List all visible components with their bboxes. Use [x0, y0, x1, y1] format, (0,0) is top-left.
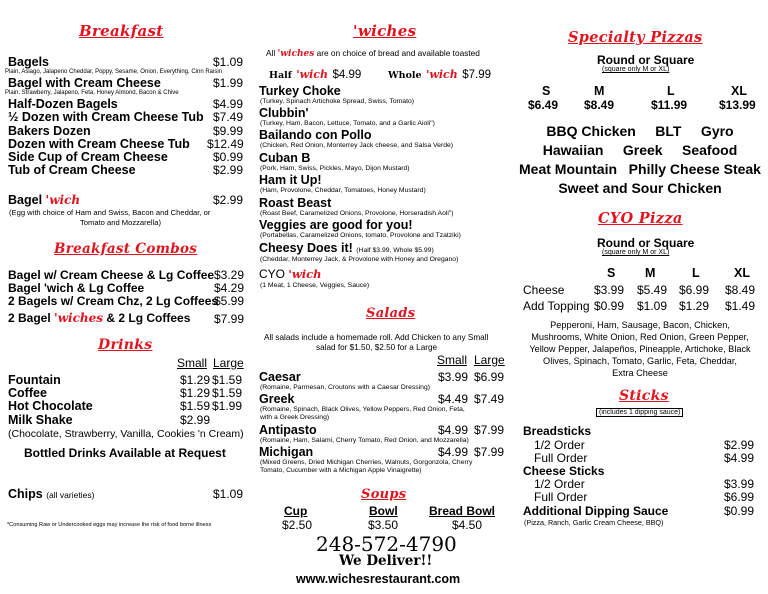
wich-desc: (Turkey, Spinach Artichoke Spread, Swiss, Tomato) [260, 98, 415, 105]
bagel-wich-desc: (Egg with choice of Ham and Swiss, Bacon and Cheddar, or [9, 208, 211, 217]
salad-desc: Tomato, Cucumber with a Michigan Apple Vinaigrette) [260, 467, 422, 474]
cyo-row-label: Add Topping [523, 299, 590, 313]
item-name: Half-Dozen Bagels [8, 97, 118, 111]
cyo-wich [259, 267, 322, 281]
whole-wich-red: 'wich [426, 68, 458, 81]
drink-name: Milk Shake [8, 413, 73, 427]
phone-number: 248-572-4790 [316, 532, 457, 556]
size-price: $13.99 [719, 98, 756, 112]
combo-price: $5.99 [214, 294, 245, 308]
specialty-names: Sweet and Sour Chicken [558, 180, 722, 196]
bagel-wich-prefix: Bagel [8, 193, 43, 207]
drinks-heading: Drinks [98, 337, 153, 353]
whole-pre: Whole [388, 70, 422, 81]
drinks-col-large: Large [213, 356, 244, 370]
bagel-wich-price: $2.99 [213, 193, 244, 207]
item-price: $4.99 [213, 97, 244, 111]
intro-pre: All [266, 48, 276, 58]
toppings-line: Olives, Spinach, Tomato, Garlic, Feta, Cheddar, [543, 356, 737, 366]
combo-last-wiches: 'wiches [54, 311, 104, 325]
item-name: Side Cup of Cream Cheese [8, 150, 168, 164]
salads-col-small: Small [437, 353, 468, 367]
half-wich [269, 65, 361, 83]
toppings-line: Mushrooms, White Onion, Red Onion, Green Pepper, [531, 332, 749, 342]
dipping-sauce-note: (Pizza, Ranch, Garlic Cream Cheese, BBQ) [524, 518, 664, 527]
chips-note: (all varieties) [46, 490, 95, 500]
half-pre: Half [269, 70, 292, 81]
sticks-note: (includes 1 dipping sauce) [596, 408, 683, 417]
size-label: L [667, 84, 675, 98]
stick-price: $3.99 [724, 477, 755, 491]
soup-col: Bowl [369, 504, 398, 518]
cheesy-note: (Half $3.99, Whole $5.99) [356, 247, 434, 254]
salad-desc: (Mixed Greens, Dried Michigan Cherries, Walnuts, Gorgonzola, Cherry [260, 459, 473, 466]
drink-small: $2.99 [180, 413, 211, 427]
salads-col-large: Large [474, 353, 505, 367]
salad-name: Michigan [259, 445, 314, 459]
size-price: $8.49 [584, 98, 615, 112]
item-name: Dozen with Cream Cheese Tub [8, 137, 190, 151]
cyo-price: $6.99 [679, 283, 710, 297]
bagel-wich [8, 193, 80, 207]
drink-small: $1.29 [180, 386, 211, 400]
salads-heading: Salads [366, 306, 416, 321]
size-price: $11.99 [651, 98, 688, 112]
soup-price: $4.50 [452, 518, 483, 532]
salad-small: $4.99 [438, 445, 469, 459]
cyo-price: $1.29 [679, 299, 710, 313]
wich-desc: (Pork, Ham, Swiss, Pickles, Mayo, Dijon Mustard) [260, 165, 410, 172]
wich-name: Roast Beast [259, 196, 332, 210]
salad-name: Caesar [259, 370, 301, 384]
wiches-intro [266, 48, 480, 59]
stick-item: 1/2 Order [534, 438, 585, 452]
intro-wiches: 'wiches [277, 49, 315, 59]
stick-price: $2.99 [724, 438, 755, 452]
stick-item: 1/2 Order [534, 477, 585, 491]
item-price: $1.09 [213, 55, 244, 69]
cyo-pizza-heading: CYO Pizza [598, 210, 683, 227]
specialty-names: Hawaiian Greek Seafood [542, 142, 738, 158]
wich-name: Ham it Up! [259, 173, 322, 187]
size-label: M [594, 84, 605, 98]
salad-desc: (Romaine, Ham, Salami, Cherry Tomato, Red Onion, and Mozzarella) [260, 437, 469, 444]
soups-heading: Soups [361, 487, 407, 502]
salad-name: Antipasto [259, 423, 317, 437]
bagel-wich-desc: Tomato and Mozzarella) [80, 218, 162, 227]
salad-desc: (Romaine, Parmesan, Croutons with a Caesar Dressing) [260, 384, 430, 391]
stick-group: Cheese Sticks [523, 464, 605, 478]
item-price: $12.49 [207, 137, 244, 151]
item-note: Plain, Strawberry, Jalapeno, Feta, Honey Almond, Bacon & Chive [5, 90, 179, 96]
bagel-wich-red: 'wich [45, 193, 81, 207]
website: www.wichesrestaurant.com [296, 572, 461, 586]
size-label: S [542, 84, 551, 98]
wich-name-cheesy [259, 241, 434, 255]
salad-large: $7.99 [474, 423, 505, 437]
salad-desc: with a Greek Dressing) [260, 414, 330, 421]
soup-price: $2.50 [282, 518, 313, 532]
item-price: $2.99 [213, 163, 244, 177]
wich-desc: (Cheddar, Monterrey Jack, & Provolone with Honey and Oregano) [260, 256, 459, 263]
drink-large: $1.59 [212, 373, 243, 387]
combos-heading: Breakfast Combos [54, 241, 198, 257]
soup-col: Cup [284, 504, 308, 518]
soup-price: $3.50 [368, 518, 399, 532]
cheesy-name: Cheesy Does it! [259, 241, 353, 255]
combo-name-last [8, 311, 190, 325]
sticks-heading: Sticks [619, 388, 669, 404]
stick-item: Full Order [534, 451, 588, 465]
salad-large: $7.49 [474, 392, 505, 406]
item-price: $0.99 [213, 150, 244, 164]
whole-wich [388, 65, 491, 83]
cyo-wich-desc: (1 Meat, 1 Cheese, Veggies, Sauce) [260, 282, 370, 289]
cyo-size: S [607, 266, 616, 280]
cyo-size: M [645, 266, 656, 280]
cyo-round: Round or Square [597, 236, 695, 250]
specialty-names: BBQ Chicken BLT Gyro [546, 123, 734, 139]
salad-small: $3.99 [438, 370, 469, 384]
stick-price: $6.99 [724, 490, 755, 504]
toppings-line: Yellow Pepper, Jalapeños, Pineapple, Artichoke, Black [529, 344, 751, 354]
salads-intro: All salads include a homemade roll. Add Chicken to any Small [264, 333, 489, 342]
shake-note: (Chocolate, Strawberry, Vanilla, Cookies 'n Cream) [8, 428, 244, 440]
toppings-line: Pepperoni, Ham, Sausage, Bacon, Chicken, [550, 320, 730, 330]
combo-price: $4.29 [214, 281, 245, 295]
stick-price: $4.99 [724, 451, 755, 465]
item-price: $9.99 [213, 124, 244, 138]
drink-name: Fountain [8, 373, 61, 387]
item-price: $1.99 [213, 76, 244, 90]
combo-name: Bagel 'wich & Lg Coffee [8, 281, 145, 295]
breakfast-heading: Breakfast [79, 22, 164, 40]
item-name: Bagels [8, 55, 49, 69]
we-deliver: We Deliver!! [339, 553, 433, 569]
wich-name: Bailando con Pollo [259, 128, 372, 142]
cyo-price: $5.49 [637, 283, 668, 297]
item-name: ½ Dozen with Cream Cheese Tub [8, 110, 204, 124]
specialty-heading: Specialty Pizzas [568, 29, 703, 46]
drink-large: $1.99 [212, 399, 243, 413]
stick-group: Breadsticks [523, 424, 592, 438]
cyo-size: XL [734, 266, 750, 280]
item-price: $7.49 [213, 110, 244, 124]
wich-name: Veggies are good for you! [259, 218, 413, 232]
bottled-drinks: Bottled Drinks Available at Request [24, 446, 226, 460]
cyo-price: $0.99 [594, 299, 625, 313]
chips-label: Chips [8, 487, 43, 501]
drinks-col-small: Small [177, 356, 208, 370]
cyo-wich-red: 'wich [288, 267, 322, 281]
specialty-round-note: (square only M or XL) [602, 66, 670, 73]
wiches-heading: 'wiches [353, 22, 417, 40]
cyo-pre: CYO [259, 267, 286, 281]
wich-desc: (Ham, Provolone, Cheddar, Tomatoes, Honey Mustard) [260, 187, 426, 194]
drink-large: $1.59 [212, 386, 243, 400]
chips-price: $1.09 [213, 487, 244, 501]
chips [8, 487, 94, 501]
disclaimer: *Consuming Raw or Undercooked eggs may increase the risk of food borne illness [7, 522, 212, 528]
cyo-price: $3.99 [594, 283, 625, 297]
toppings-line: Extra Cheese [612, 368, 668, 378]
wich-desc: (Roast Beef, Caramelized Onions, Provolone, Horseradish Aoli") [260, 210, 454, 217]
dipping-sauce-price: $0.99 [724, 504, 755, 518]
cyo-row-label: Cheese [523, 283, 565, 297]
wich-name: Turkey Choke [259, 84, 341, 98]
salad-name: Greek [259, 392, 295, 406]
item-name: Tub of Cream Cheese [8, 163, 136, 177]
soup-col: Bread Bowl [429, 504, 496, 518]
cyo-round-note: (square only M or XL) [602, 249, 670, 256]
wich-desc: (Portabellas, Caramelized Onions, tomato, Provolone and Tzatziki) [260, 232, 461, 239]
drink-small: $1.59 [180, 399, 211, 413]
half-price: $4.99 [332, 69, 362, 81]
drink-name: Hot Chocolate [8, 399, 93, 413]
combo-last-post: & 2 Lg Coffees [106, 311, 191, 325]
salad-small: $4.99 [438, 423, 469, 437]
drink-name: Coffee [8, 386, 47, 400]
combo-price: $3.29 [214, 268, 245, 282]
wich-desc: (Turkey, Ham, Bacon, Lettuce, Tomato, and a Garlic Aioli") [260, 120, 435, 127]
half-wich-red: 'wich [296, 68, 328, 81]
drink-small: $1.29 [180, 373, 211, 387]
whole-price: $7.99 [462, 69, 491, 81]
wich-name: Cuban B [259, 151, 311, 165]
item-name: Bakers Dozen [8, 124, 91, 138]
cyo-price: $1.49 [725, 299, 756, 313]
intro-post: are on choice of bread and available toasted [316, 48, 480, 58]
size-price: $6.49 [528, 98, 559, 112]
combo-last-pre: 2 Bagel [8, 311, 51, 325]
cyo-price: $8.49 [725, 283, 756, 297]
salads-intro: salad for $1.50, $2.50 for a Large [316, 343, 438, 352]
combo-price: $7.99 [214, 312, 245, 326]
cyo-price: $1.09 [637, 299, 668, 313]
wich-name: Clubbin' [259, 106, 309, 120]
specialty-round: Round or Square [597, 53, 695, 67]
breakfast-column [0, 0, 256, 594]
combo-name: 2 Bagels w/ Cream Chz, 2 Lg Coffees [8, 294, 219, 308]
combo-name: Bagel w/ Cream Cheese & Lg Coffee [8, 268, 215, 282]
dipping-sauce: Additional Dipping Sauce [523, 504, 669, 518]
stick-item: Full Order [534, 490, 588, 504]
wiches-column [256, 0, 512, 594]
size-label: XL [731, 84, 747, 98]
specialty-names: Meat Mountain Philly Cheese Steak [519, 161, 761, 177]
salad-large: $7.99 [474, 445, 505, 459]
salad-small: $4.49 [438, 392, 469, 406]
cyo-size: L [692, 266, 700, 280]
pizza-column [512, 0, 768, 594]
wich-desc: (Chicken, Red Onion, Monterrey Jack cheese, and Salsa Verde) [260, 142, 454, 149]
salad-large: $6.99 [474, 370, 505, 384]
salad-desc: (Romaine, Spinach, Black Olives, Yellow Peppers, Red Onion, Feta, [260, 406, 465, 413]
item-name: Bagel with Cream Cheese [8, 76, 161, 90]
item-note: Plain, Asiago, Jalapeno Cheddar, Poppy, Sesame, Onion, Everything, Cinn Raisin [5, 69, 223, 75]
